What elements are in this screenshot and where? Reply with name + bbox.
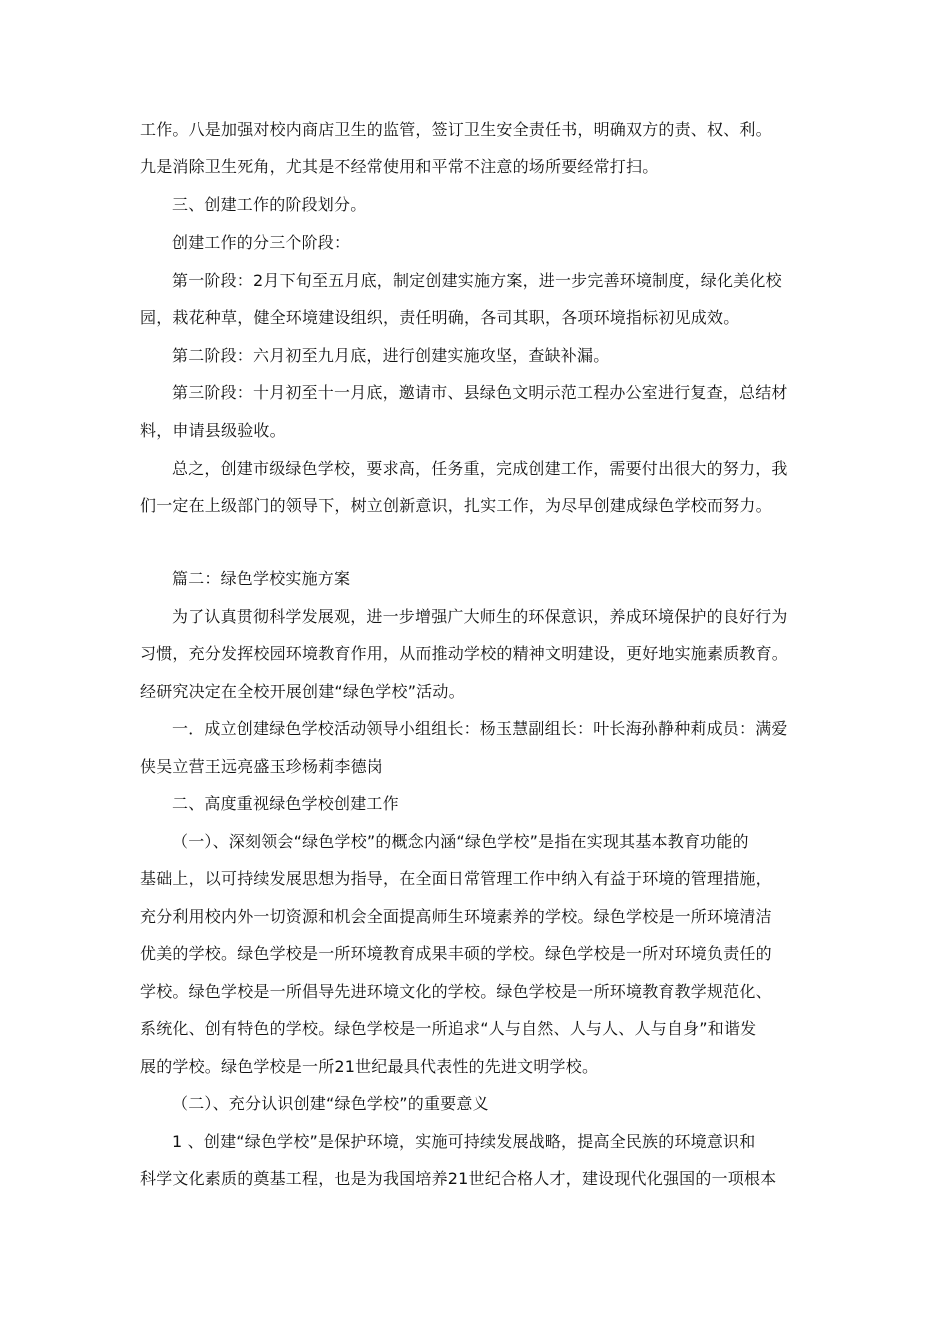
paragraph-line: 总之，创建市级绿色学校，要求高，任务重，完成创建工作，需要付出很大的努力，我 xyxy=(172,459,788,478)
paragraph-line: 充分利用校内外一切资源和机会全面提高师生环境素养的学校。绿色学校是一所环境清洁 xyxy=(140,907,772,926)
paragraph-line: 经研究决定在全校开展创建“绿色学校”活动。 xyxy=(140,682,465,701)
paragraph-line: 为了认真贯彻科学发展观，进一步增强广大师生的环保意识，养成环境保护的良好行为 xyxy=(172,607,788,626)
paragraph-line: 们一定在上级部门的领导下，树立创新意识，扎实工作，为尽早创建成绿色学校而努力。 xyxy=(140,496,772,515)
paragraph-line: 学校。绿色学校是一所倡导先进环境文化的学校。绿色学校是一所环境教育教学规范化、 xyxy=(140,982,772,1001)
paragraph-line: 一．成立创建绿色学校活动领导小组组长：杨玉慧副组长：叶长海孙静种莉成员：满爱 xyxy=(172,719,788,738)
paragraph-line: 园，栽花种草，健全环境建设组织，责任明确，各司其职，各项环境指标初见成效。 xyxy=(140,308,740,327)
paragraph-line: 习惯，充分发挥校园环境教育作用，从而推动学校的精神文明建设，更好地实施素质教育。 xyxy=(140,644,789,663)
paragraph-line: 九是消除卫生死角，尤其是不经常使用和平常不注意的场所要经常打扫。 xyxy=(140,157,659,176)
section-title: 篇二：绿色学校实施方案 xyxy=(172,569,351,588)
paragraph-line: 科学文化素质的奠基工程，也是为我国培养21世纪合格人才，建设现代化强国的一项根本 xyxy=(140,1169,777,1188)
section-heading: （二）、充分认识创建“绿色学校”的重要意义 xyxy=(172,1094,489,1113)
paragraph-line: （一）、深刻领会“绿色学校”的概念内涵“绿色学校”是指在实现其基本教育功能的 xyxy=(172,832,749,851)
paragraph-line: 第一阶段：2月下旬至五月底，制定创建实施方案，进一步完善环境制度，绿化美化校 xyxy=(172,271,782,290)
paragraph-line: 侠吴立营王远亮盛玉珍杨莉李德岗 xyxy=(140,757,384,776)
paragraph-line: 展的学校。绿色学校是一所21世纪最具代表性的先进文明学校。 xyxy=(140,1057,599,1076)
paragraph-line: 创建工作的分三个阶段： xyxy=(172,233,351,252)
paragraph-line: 第三阶段：十月初至十一月底，邀请市、县绿色文明示范工程办公室进行复查，总结材 xyxy=(172,383,788,402)
paragraph-line: 1 、创建“绿色学校”是保护环境，实施可持续发展战略，提高全民族的环境意识和 xyxy=(172,1132,756,1151)
paragraph-line: 系统化、创有特色的学校。绿色学校是一所追求“人与自然、人与人、人与自身”和谐发 xyxy=(140,1019,757,1038)
paragraph-line: 工作。八是加强对校内商店卫生的监管，签订卫生安全责任书，明确双方的责、权、利。 xyxy=(140,120,772,139)
section-heading: 三、创建工作的阶段划分。 xyxy=(172,195,367,214)
paragraph-line: 基础上，以可持续发展思想为指导，在全面日常管理工作中纳入有益于环境的管理措施， xyxy=(140,869,772,888)
section-heading: 二、高度重视绿色学校创建工作 xyxy=(172,794,399,813)
paragraph-line: 第二阶段：六月初至九月底，进行创建实施攻坚，查缺补漏。 xyxy=(172,346,610,365)
paragraph-line: 优美的学校。绿色学校是一所环境教育成果丰硕的学校。绿色学校是一所对环境负责任的 xyxy=(140,944,772,963)
paragraph-line: 料，申请县级验收。 xyxy=(140,421,286,440)
